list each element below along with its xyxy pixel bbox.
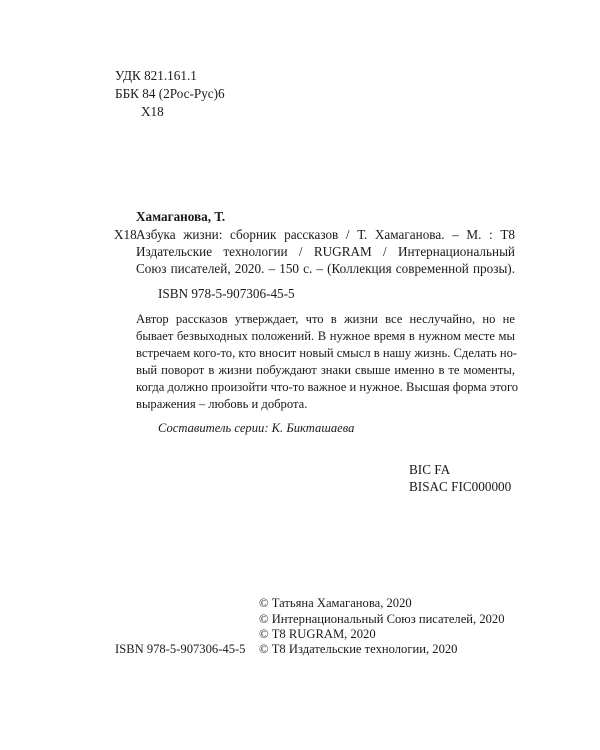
copyright-line: © Татьяна Хамаганова, 2020 xyxy=(259,596,412,610)
bic-code: BIC FA xyxy=(409,462,451,477)
annotation-line: Автор рассказов утверждает, что в жизни все неслучайно, но не xyxy=(136,312,515,326)
author-sign-code: Х18 xyxy=(141,104,164,119)
udk-code: УДК 821.161.1 xyxy=(115,68,197,83)
copyright-line: © Т8 Издательские технологии, 2020 xyxy=(259,642,458,656)
annotation-line: бывает безвыходных положений. В нужное время в нужном месте мы xyxy=(136,329,515,343)
copyright-line: © Интернациональный Союз писателей, 2020 xyxy=(259,612,505,626)
annotation-line: встречаем кого-то, кто вносит новый смысл в нашу жизнь. Сделать но- xyxy=(136,346,518,360)
description-line: Издательские технологии / RUGRAM / Интернациональный xyxy=(136,244,515,259)
author-heading: Хамаганова, Т. xyxy=(136,209,226,224)
record-isbn: ISBN 978-5-907306-45-5 xyxy=(158,286,295,301)
bbk-code: ББК 84 (2Рос-Рус)6 xyxy=(115,86,225,101)
annotation-line: когда должно произойти что-то важное и нужное. Высшая форма этого xyxy=(136,380,519,394)
record-author-sign: Х18 xyxy=(114,227,137,242)
footer-isbn: ISBN 978-5-907306-45-5 xyxy=(115,642,246,656)
description-line: Союз писателей, 2020. – 150 с. – (Коллекция современной прозы). xyxy=(136,261,515,276)
description-line: Азбука жизни: сборник рассказов / Т. Хамаганова. – М. : Т8 xyxy=(136,227,515,242)
annotation-line: вый поворот в жизни побуждают знаки свыше именно в те моменты, xyxy=(136,363,515,377)
annotation-line: выражения – любовь и доброта. xyxy=(136,397,308,411)
series-compiler: Составитель серии: К. Бикташаева xyxy=(158,421,355,435)
copyright-line: © Т8 RUGRAM, 2020 xyxy=(259,627,376,641)
bisac-code: BISAC FIC000000 xyxy=(409,479,512,494)
